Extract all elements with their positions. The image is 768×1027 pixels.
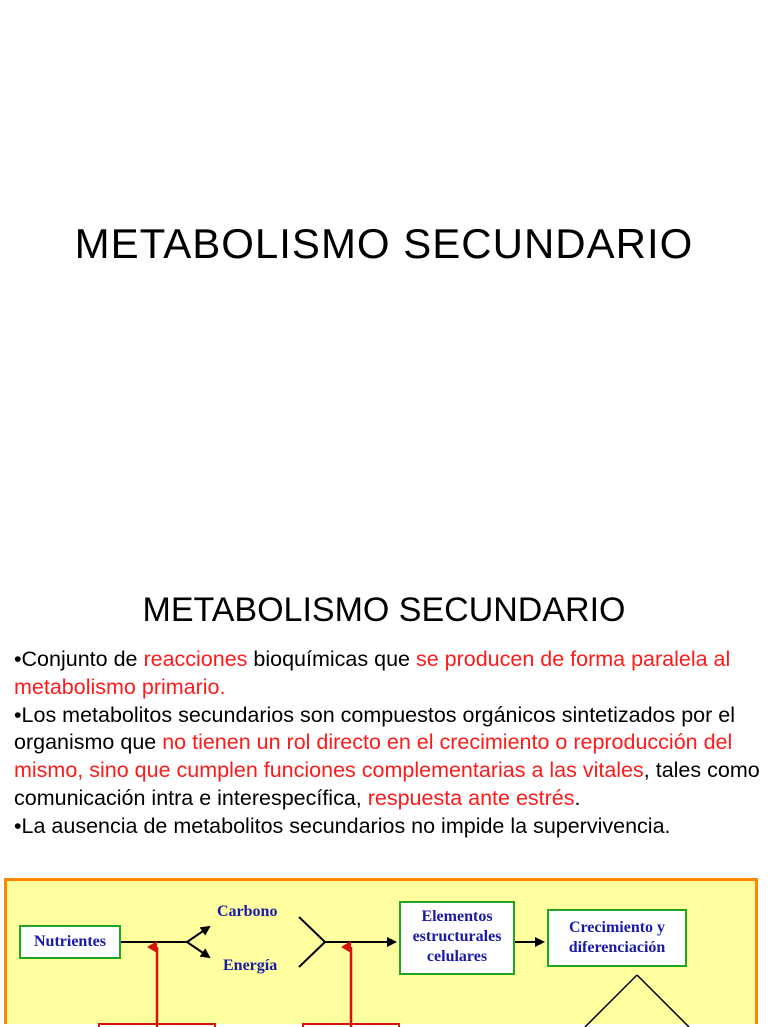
- bullet-text-highlight: no tienen un rol directo en el crecimiento o reproducción del mismo, sino que cumplen funciones complementarias a las vitales: [14, 730, 733, 783]
- crecimiento-line: Crecimiento y: [568, 919, 666, 936]
- elementos-line: Elementos: [421, 908, 493, 925]
- bullet-text-highlight: respuesta ante estrés: [367, 785, 575, 810]
- bullet-item: [14, 702, 764, 813]
- elementos-box: [399, 901, 515, 975]
- nutrientes-box: [19, 925, 121, 959]
- triangle-right: [637, 975, 689, 1027]
- merge-line-top: [299, 917, 325, 942]
- bullet-text: •Los metabolitos secundarios son compuestos orgánicos sintetizados por el organismo que: [14, 702, 736, 755]
- bullet-text: .: [574, 785, 581, 810]
- nutrientes-label: Nutrientes: [34, 933, 106, 950]
- bullet-text: •La ausencia de metabolitos secundarios no impide la supervivencia.: [14, 813, 671, 838]
- bullet-text: , tales como comunicación intra e interespecífica,: [14, 758, 760, 810]
- energia-label: Energía: [223, 957, 278, 974]
- triangle-left: [585, 975, 637, 1027]
- elementos-line: celulares: [426, 948, 488, 965]
- bullet-text: •Conjunto de: [14, 647, 144, 671]
- slide-title: METABOLISMO SECUNDARIO: [74, 220, 694, 267]
- bullet-item: [14, 646, 764, 702]
- crecimiento-line: diferenciación: [568, 939, 666, 956]
- bullet-item: [14, 813, 764, 841]
- merge-line-bottom: [299, 942, 325, 967]
- bullet-text-highlight: se producen de forma paralela al metabolismo primario.: [14, 647, 731, 699]
- bullet-list: [14, 646, 764, 841]
- arrow-energia: [187, 942, 209, 957]
- elementos-line: estructurales: [412, 928, 502, 945]
- slide-subtitle: METABOLISMO SECUNDARIO: [142, 591, 626, 629]
- carbono-label: Carbono: [217, 903, 278, 920]
- bullet-text: bioquímicas que: [247, 647, 416, 671]
- bullet-text-highlight: reacciones: [143, 647, 248, 671]
- metabolism-diagram: [4, 878, 758, 1024]
- arrow-carbono: [187, 927, 209, 942]
- crecimiento-box: [547, 909, 687, 967]
